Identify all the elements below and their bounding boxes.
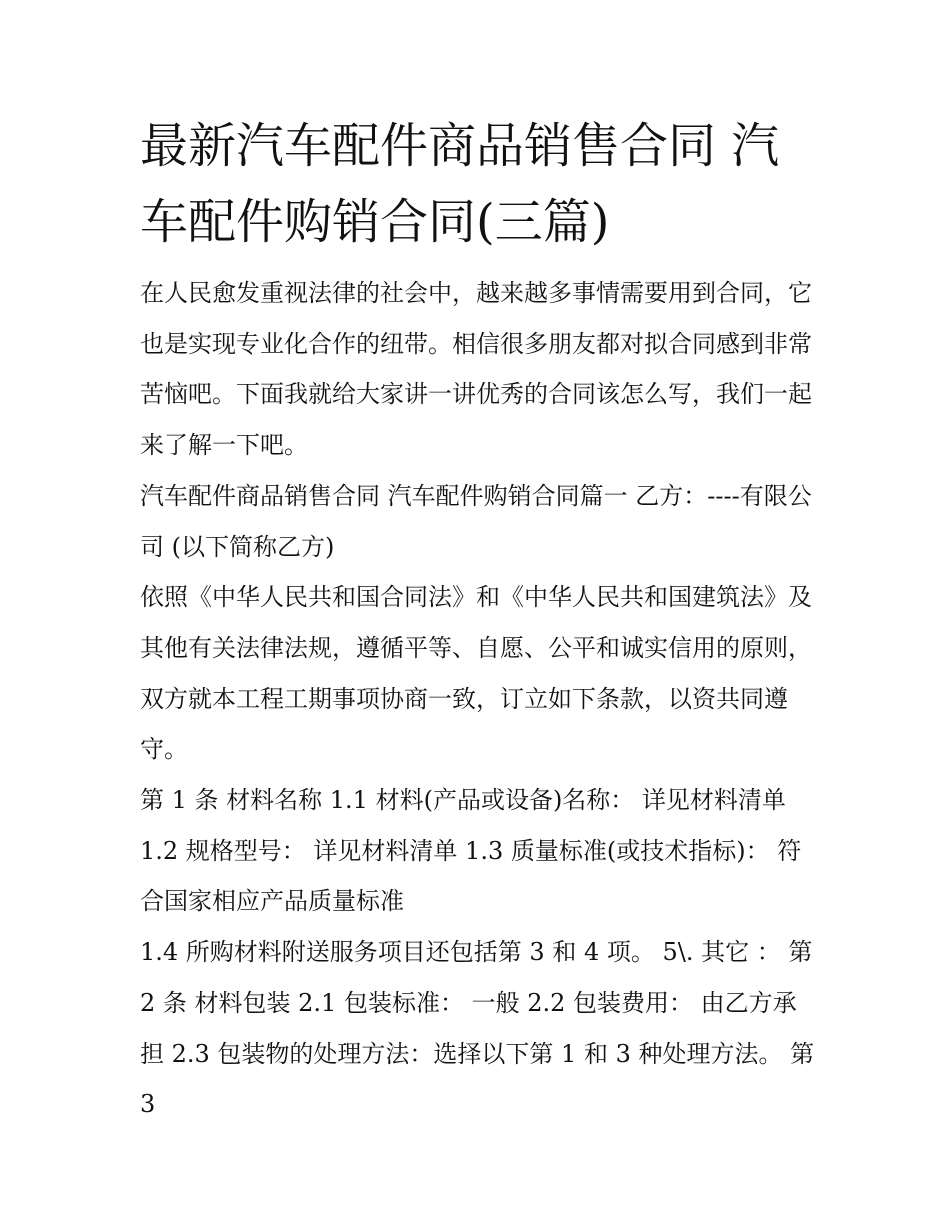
paragraph-intro: 在人民愈发重视法律的社会中，越来越多事情需要用到合同，它也是实现专业化合作的纽带。相信很多朋友都对拟合同感到非常苦恼吧。下面我就给大家讲一讲优秀的合同该怎么写，我们一起来了解一下吧。 — [140, 279, 812, 460]
paragraph-article-1: 第 1 条 材料名称 1.1 材料(产品或设备)名称： 详见材料清单 1.2 规格型号： 详见材料清单 1.3 质量标准(或技术指标)： 符合国家相应产品质量标准 — [140, 786, 802, 916]
paragraph-party-b: 汽车配件商品销售合同 汽车配件购销合同篇一 乙方：----有限公司 (以下简称乙方) — [140, 481, 812, 561]
document-body — [140, 108, 815, 1130]
paragraph-legal-basis: 依照《中华人民共和国合同法》和《中华人民共和国建筑法》及其他有关法律法规，遵循平等、自愿、公平和诚实信用的原则，双方就本工程工期事项协商一致，订立如下条款，以资共同遵守。 — [140, 583, 812, 764]
document-title: 最新汽车配件商品销售合同 汽车配件购销合同(三篇) — [140, 118, 780, 250]
paragraph-article-2: 1.4 所购材料附送服务项目还包括第 3 和 4 项。 5\. 其它 ： 第 2 条 材料包装 2.1 包装标准： 一般 2.2 包装费用： 由乙方承担 2.3 包装物的处理方法：选择以下第 1 和 3 种处理方法。 第 3 — [140, 938, 815, 1119]
